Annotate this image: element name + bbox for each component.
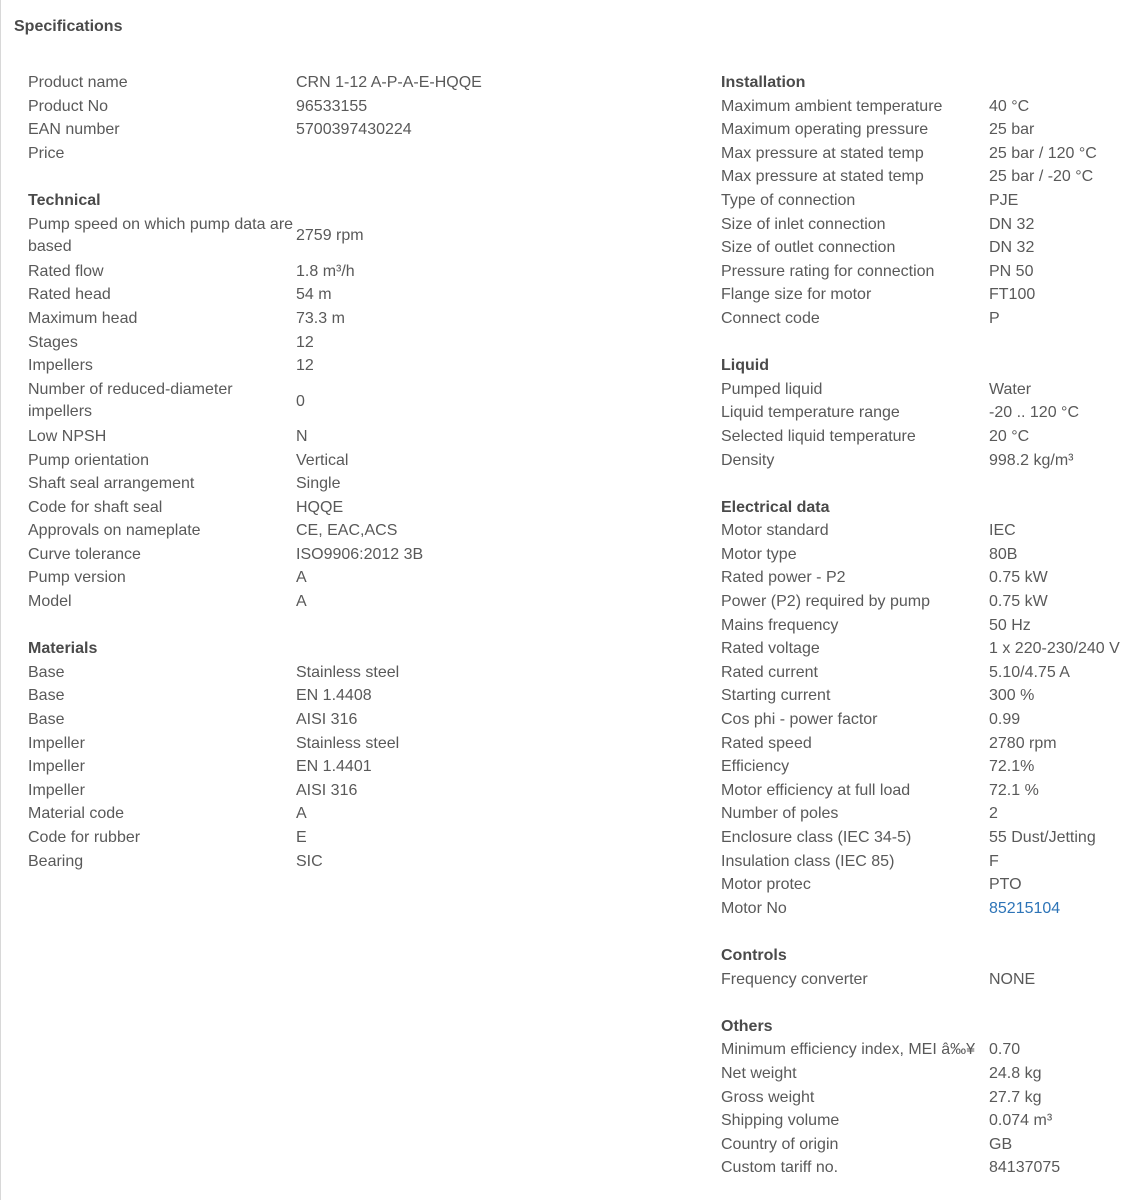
spec-value: 84137075 xyxy=(989,1159,1061,1177)
spec-row xyxy=(28,449,668,473)
spec-value: 27.7 kg xyxy=(989,1088,1042,1106)
spec-value: 25 bar xyxy=(989,121,1035,139)
spec-value: GB xyxy=(989,1135,1013,1153)
spec-row xyxy=(721,566,1131,590)
spec-label: Code for shaft seal xyxy=(28,498,163,516)
spec-row xyxy=(721,236,1131,260)
spec-row xyxy=(28,566,668,590)
materials-section xyxy=(28,637,668,873)
spec-value: E xyxy=(296,829,307,846)
spec-label: Cos phi - power factor xyxy=(721,711,878,729)
spec-row xyxy=(28,661,668,685)
spec-row xyxy=(721,661,1131,685)
spec-label: Starting current xyxy=(721,687,831,705)
spec-row xyxy=(721,779,1131,803)
section-title-technical: Technical xyxy=(28,191,101,209)
spec-label: Country of origin xyxy=(721,1135,839,1153)
spec-label: Product name xyxy=(28,74,128,91)
spec-label: Motor No xyxy=(721,899,787,917)
spec-label: Maximum head xyxy=(28,309,138,327)
spec-label: Approvals on nameplate xyxy=(28,522,201,540)
spec-label: Insulation class (IEC 85) xyxy=(721,852,895,870)
spec-value: PN 50 xyxy=(989,262,1034,280)
spec-row xyxy=(28,307,668,331)
spec-label: Number of reduced-diameter impellers xyxy=(28,381,233,421)
spec-value: Vertical xyxy=(296,451,349,469)
spec-label: Size of inlet connection xyxy=(721,215,886,233)
spec-row xyxy=(28,331,668,355)
spec-value: PTO xyxy=(989,876,1022,894)
spec-value: ISO9906:2012 3B xyxy=(296,545,424,563)
spec-label: Base xyxy=(28,687,65,705)
spec-value: 55 Dust/Jetting xyxy=(989,829,1096,846)
spec-value: 25 bar / -20 °C xyxy=(989,168,1094,186)
section-title-liquid: Liquid xyxy=(721,357,769,375)
spec-value: 300 % xyxy=(989,687,1035,705)
spec-value: 20 °C xyxy=(989,427,1030,445)
spec-row xyxy=(28,425,668,449)
spec-row xyxy=(721,543,1131,567)
spec-label: Shipping volume xyxy=(721,1112,840,1130)
spec-label: Curve tolerance xyxy=(28,545,141,563)
spec-value: IEC xyxy=(989,522,1016,540)
spec-label: Impeller xyxy=(28,758,85,776)
spec-label: Net weight xyxy=(721,1064,797,1082)
spec-row xyxy=(28,118,668,142)
spec-value: 96533155 xyxy=(296,97,368,115)
controls-section xyxy=(721,944,1131,991)
others-section xyxy=(721,1015,1131,1180)
spec-row xyxy=(721,708,1131,732)
spec-value: 12 xyxy=(296,333,314,351)
spec-row xyxy=(721,755,1131,779)
spec-row xyxy=(721,1038,1131,1062)
section-title-others: Others xyxy=(721,1017,773,1035)
spec-label: EAN number xyxy=(28,121,120,139)
spec-value: 1 x 220-230/240 V xyxy=(989,640,1120,658)
spec-row xyxy=(721,307,1131,331)
spec-value: A xyxy=(296,569,307,587)
spec-row xyxy=(721,1156,1131,1180)
spec-row xyxy=(721,449,1131,473)
spec-value: DN 32 xyxy=(989,239,1035,257)
spec-label: Maximum operating pressure xyxy=(721,121,929,139)
spec-label: Rated speed xyxy=(721,734,812,752)
spec-label: Impeller xyxy=(28,734,85,752)
spec-row xyxy=(28,71,668,95)
spec-row xyxy=(28,708,668,732)
motor-no-link[interactable]: 85215104 xyxy=(989,899,1061,917)
spec-value: 998.2 kg/m³ xyxy=(989,451,1074,469)
spec-value: 2 xyxy=(989,805,998,823)
spec-value: 54 m xyxy=(296,286,332,304)
spec-value: 2780 rpm xyxy=(989,734,1057,752)
page-title: Specifications xyxy=(14,18,123,35)
spec-value: P xyxy=(989,309,1000,327)
spec-value: CRN 1-12 A-P-A-E-HQQE xyxy=(296,74,482,91)
spec-label: Rated head xyxy=(28,286,111,304)
spec-label: Pump orientation xyxy=(28,451,149,469)
section-title-materials: Materials xyxy=(28,640,98,658)
left-column xyxy=(28,71,668,897)
spec-value: EN 1.4401 xyxy=(296,758,372,776)
spec-row xyxy=(721,283,1131,307)
section-title-installation: Installation xyxy=(721,74,806,91)
spec-row xyxy=(721,826,1131,850)
spec-label: Enclosure class (IEC 34-5) xyxy=(721,829,912,846)
spec-row xyxy=(721,425,1131,449)
spec-label: Stages xyxy=(28,333,78,351)
spec-label: Bearing xyxy=(28,852,84,870)
spec-value: 0 xyxy=(296,392,305,410)
spec-value: Water xyxy=(989,380,1032,398)
spec-value: Stainless steel xyxy=(296,734,400,752)
section-title-controls: Controls xyxy=(721,946,787,964)
spec-row xyxy=(721,165,1131,189)
spec-row xyxy=(721,1086,1131,1110)
spec-row xyxy=(721,897,1131,921)
spec-row xyxy=(28,496,668,520)
spec-value: 0.074 m³ xyxy=(989,1112,1053,1130)
spec-label: Mains frequency xyxy=(721,616,839,634)
spec-value: 80B xyxy=(989,545,1018,563)
spec-row xyxy=(721,260,1131,284)
spec-row xyxy=(721,590,1131,614)
spec-row xyxy=(721,213,1131,237)
spec-label: Connect code xyxy=(721,309,820,327)
spec-label: Flange size for motor xyxy=(721,286,872,304)
spec-value: 0.99 xyxy=(989,711,1021,729)
spec-label: Max pressure at stated temp xyxy=(721,144,924,162)
spec-label: Rated power - P2 xyxy=(721,569,846,587)
spec-label: Pumped liquid xyxy=(721,380,823,398)
spec-row xyxy=(28,732,668,756)
spec-label: Size of outlet connection xyxy=(721,239,896,257)
spec-label: Efficiency xyxy=(721,758,790,776)
spec-value: 0.75 kW xyxy=(989,593,1048,611)
spec-value: SIC xyxy=(296,852,323,870)
spec-value: F xyxy=(989,852,999,870)
spec-value: 5.10/4.75 A xyxy=(989,663,1070,681)
spec-value: 0.70 xyxy=(989,1041,1021,1059)
spec-value: PJE xyxy=(989,191,1019,209)
spec-label: Motor efficiency at full load xyxy=(721,781,911,799)
spec-row xyxy=(28,802,668,826)
spec-row xyxy=(721,614,1131,638)
spec-value: 2759 rpm xyxy=(296,227,364,245)
spec-label: Low NPSH xyxy=(28,427,107,445)
spec-label: Shaft seal arrangement xyxy=(28,475,195,493)
spec-label: Product No xyxy=(28,97,109,115)
spec-label: Code for rubber xyxy=(28,829,141,846)
spec-row xyxy=(28,283,668,307)
spec-row xyxy=(721,968,1131,992)
spec-label: Impeller xyxy=(28,781,85,799)
spec-value: N xyxy=(296,427,308,445)
spec-label: Minimum efficiency index, MEI â‰¥ xyxy=(721,1041,976,1059)
spec-row xyxy=(721,802,1131,826)
spec-value: 24.8 kg xyxy=(989,1064,1042,1082)
spec-value: 40 °C xyxy=(989,97,1030,115)
spec-row xyxy=(28,260,668,284)
spec-value: FT100 xyxy=(989,286,1036,304)
spec-label: Motor standard xyxy=(721,522,829,540)
spec-label: Power (P2) required by pump xyxy=(721,593,930,611)
spec-row xyxy=(721,1109,1131,1133)
spec-row xyxy=(28,354,668,378)
spec-value: A xyxy=(296,805,307,823)
section-title-electrical: Electrical data xyxy=(721,498,830,516)
spec-row xyxy=(28,378,668,425)
spec-value: AISI 316 xyxy=(296,781,358,799)
spec-value: 72.1% xyxy=(989,758,1035,776)
spec-value: CE, EAC,ACS xyxy=(296,522,398,540)
spec-row xyxy=(28,779,668,803)
spec-row xyxy=(28,590,668,614)
spec-row xyxy=(721,95,1131,119)
spec-label: Price xyxy=(28,144,65,162)
spec-row xyxy=(721,1062,1131,1086)
spec-label: Density xyxy=(721,451,775,469)
spec-row xyxy=(721,401,1131,425)
spec-value: 72.1 % xyxy=(989,781,1039,799)
installation-section xyxy=(721,71,1131,331)
spec-row xyxy=(721,189,1131,213)
spec-label: Rated flow xyxy=(28,262,104,280)
spec-row xyxy=(28,95,668,119)
spec-label: Motor type xyxy=(721,545,797,563)
spec-value: HQQE xyxy=(296,498,344,516)
spec-row xyxy=(28,826,668,850)
spec-row xyxy=(28,472,668,496)
spec-row xyxy=(721,684,1131,708)
spec-row xyxy=(28,142,668,166)
spec-value: 25 bar / 120 °C xyxy=(989,144,1097,162)
spec-row xyxy=(721,873,1131,897)
spec-row xyxy=(28,213,668,260)
spec-value: A xyxy=(296,593,307,611)
spec-label: Impellers xyxy=(28,357,93,375)
spec-label: Frequency converter xyxy=(721,970,868,988)
spec-label: Liquid temperature range xyxy=(721,404,900,422)
spec-label: Maximum ambient temperature xyxy=(721,97,943,115)
spec-label: Gross weight xyxy=(721,1088,815,1106)
spec-label: Max pressure at stated temp xyxy=(721,168,924,186)
electrical-section xyxy=(721,496,1131,921)
spec-row xyxy=(721,519,1131,543)
spec-row xyxy=(28,543,668,567)
right-column xyxy=(721,71,1131,1204)
spec-value: Stainless steel xyxy=(296,663,400,681)
spec-label: Selected liquid temperature xyxy=(721,427,916,445)
spec-value: -20 .. 120 °C xyxy=(989,404,1079,422)
spec-label: Number of poles xyxy=(721,805,839,823)
spec-label: Model xyxy=(28,593,72,611)
spec-row xyxy=(721,850,1131,874)
spec-label: Base xyxy=(28,663,65,681)
spec-value: 0.75 kW xyxy=(989,569,1048,587)
spec-label: Base xyxy=(28,711,65,729)
spec-row xyxy=(28,850,668,874)
spec-label: Material code xyxy=(28,805,125,823)
spec-label: Pump version xyxy=(28,569,126,587)
spec-value: 1.8 m³/h xyxy=(296,262,355,280)
spec-label: Pressure rating for connection xyxy=(721,262,935,280)
spec-row xyxy=(28,684,668,708)
spec-label: Rated current xyxy=(721,663,818,681)
spec-label: Type of connection xyxy=(721,191,856,209)
spec-label: Motor protec xyxy=(721,876,811,894)
technical-section xyxy=(28,189,668,614)
spec-row xyxy=(28,519,668,543)
spec-row xyxy=(721,1133,1131,1157)
spec-row xyxy=(721,378,1131,402)
spec-row xyxy=(721,142,1131,166)
spec-row xyxy=(28,755,668,779)
spec-value: EN 1.4408 xyxy=(296,687,372,705)
spec-value: Single xyxy=(296,475,341,493)
spec-value: DN 32 xyxy=(989,215,1035,233)
liquid-section xyxy=(721,354,1131,472)
spec-value: 73.3 m xyxy=(296,309,345,327)
spec-row xyxy=(721,637,1131,661)
spec-value: 50 Hz xyxy=(989,616,1031,634)
spec-value: NONE xyxy=(989,970,1036,988)
spec-row xyxy=(721,732,1131,756)
spec-label: Pump speed on which pump data are based xyxy=(28,216,294,256)
spec-label: Rated voltage xyxy=(721,640,820,658)
spec-value: AISI 316 xyxy=(296,711,358,729)
spec-value: 12 xyxy=(296,357,314,375)
spec-label: Custom tariff no. xyxy=(721,1159,839,1177)
spec-row xyxy=(721,118,1131,142)
spec-value: 5700397430224 xyxy=(296,121,412,139)
general-section xyxy=(28,71,668,165)
